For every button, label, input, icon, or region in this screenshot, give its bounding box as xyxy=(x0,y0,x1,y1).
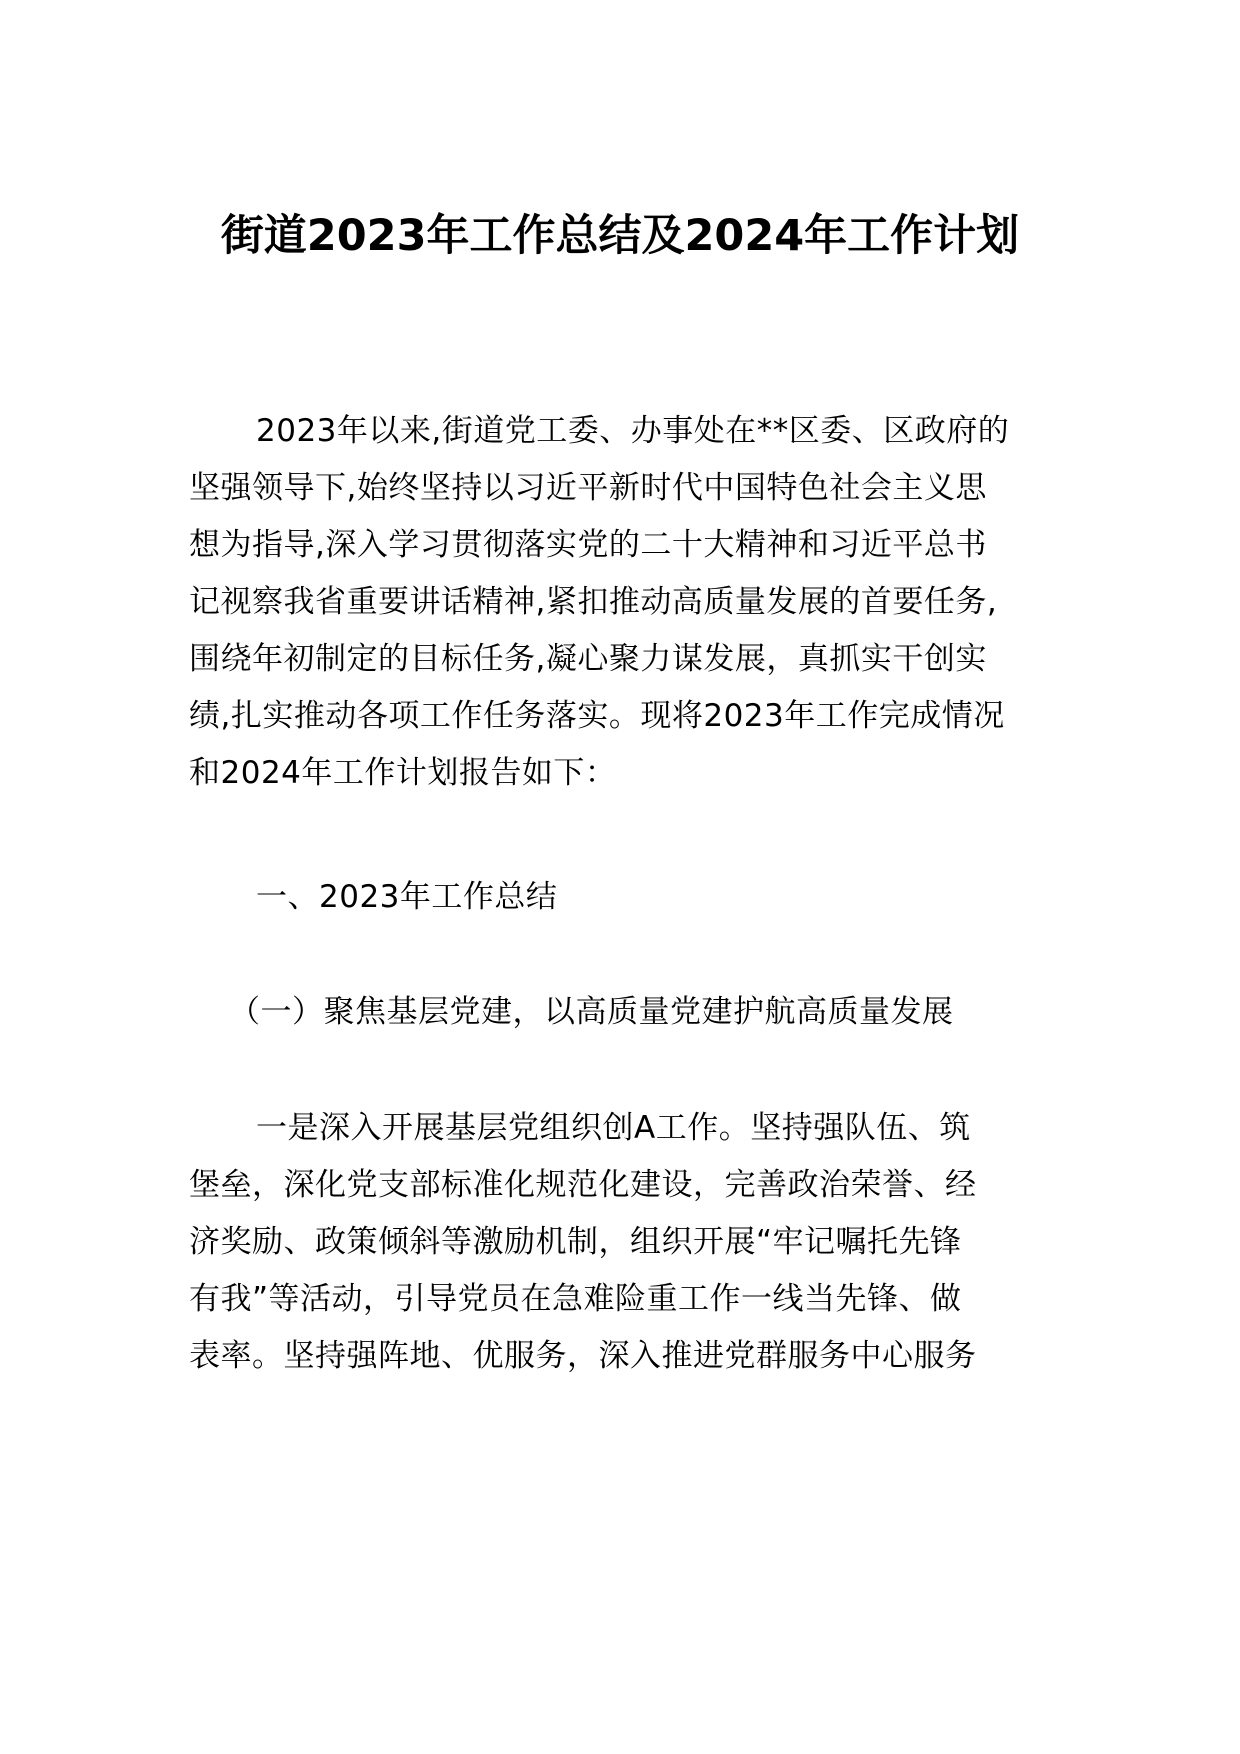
paragraph-line: 有我”等活动，引导党员在急难险重工作一线当先锋、做 xyxy=(189,1281,962,1317)
paragraph-line: 想为指导,深入学习贯彻落实党的二十大精神和习近平总书 xyxy=(189,527,987,563)
section-heading: 一、2023年工作总结 xyxy=(256,879,558,915)
paragraph-line: 堡垒，深化党支部标准化规范化建设，完善政治荣誉、经 xyxy=(189,1167,977,1203)
subsection-heading: （一）聚焦基层党建，以高质量党建护航高质量发展 xyxy=(229,994,954,1030)
paragraph-line: 和2024年工作计划报告如下： xyxy=(189,755,617,791)
document-title: 街道2023年工作总结及2024年工作计划 xyxy=(220,211,1020,261)
paragraph-line: 2023年以来,街道党工委、办事处在**区委、区政府的 xyxy=(256,413,1010,449)
paragraph-line: 围绕年初制定的目标任务,凝心聚力谋发展，真抓实干创实 xyxy=(189,641,987,677)
paragraph-line: 一是深入开展基层党组织创A工作。坚持强队伍、筑 xyxy=(256,1110,971,1146)
paragraph-line: 绩,扎实推动各项工作任务落实。现将2023年工作完成情况 xyxy=(189,698,1005,734)
paragraph-line: 济奖励、政策倾斜等激励机制，组织开展“牢记嘱托先锋 xyxy=(189,1224,962,1260)
paragraph-line: 记视察我省重要讲话精神,紧扣推动高质量发展的首要任务, xyxy=(189,584,998,620)
paragraph-line: 坚强领导下,始终坚持以习近平新时代中国特色社会主义思 xyxy=(189,470,987,506)
paragraph-line: 表率。坚持强阵地、优服务，深入推进党群服务中心服务 xyxy=(189,1338,977,1374)
